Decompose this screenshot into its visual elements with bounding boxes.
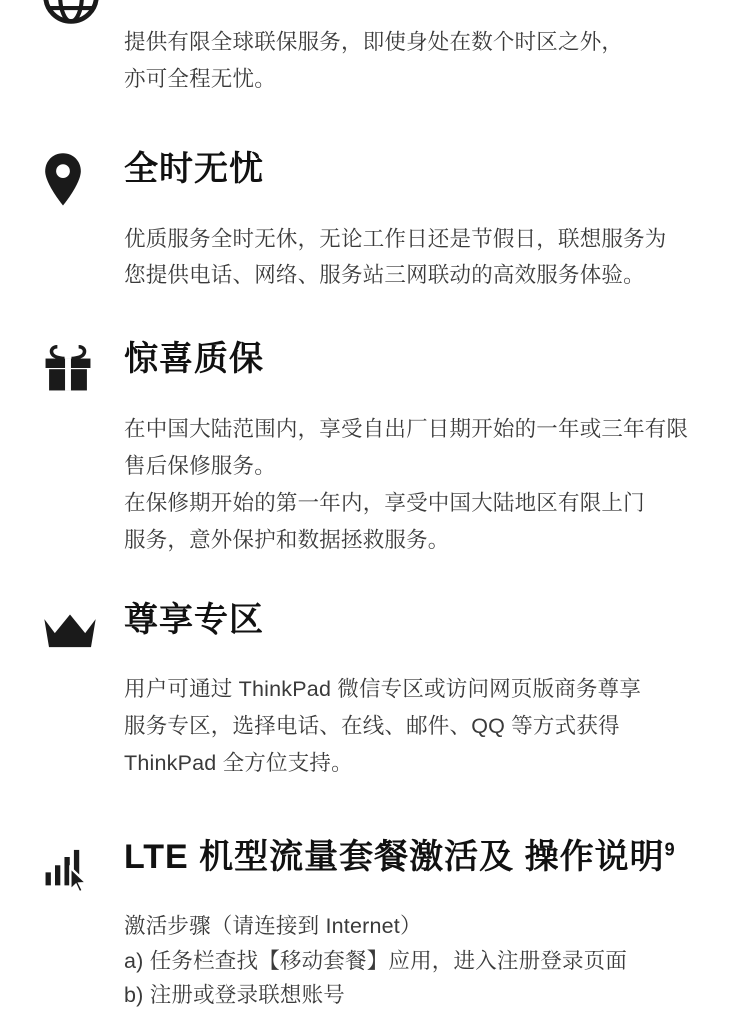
section-body [124, 221, 710, 295]
body-line: 服务，意外保护和数据拯救服务。 [124, 527, 450, 552]
footnote-marker: 9 [664, 839, 676, 860]
section-title-line: 操作说明 [524, 838, 665, 877]
body-line: 服务专区，选择电话、在线、邮件、QQ 等方式获得 [124, 714, 620, 739]
body-line: 您提供电话、网络、服务站三网联动的高效服务体验。 [124, 263, 645, 288]
crown-icon [42, 607, 110, 657]
section-surprise-warranty [0, 338, 750, 558]
section-premium-zone [0, 599, 750, 782]
section-title: 惊喜质保 [124, 340, 264, 379]
body-line: 提供有限全球联保服务，即使身处在数个时区之外， [124, 30, 624, 54]
section-title-line: LTE 机型流量套餐激活及 [124, 838, 515, 877]
body-line: 亦可全程无忧。 [124, 66, 276, 91]
section-title: 尊享专区 [124, 600, 264, 639]
section-title: 全时无忧 [124, 150, 264, 188]
body-line: 用户可通过 ThinkPad 微信专区或访问网页版商务尊享 [124, 677, 642, 702]
section-body [124, 671, 710, 782]
section-body [124, 909, 710, 1013]
body-line: 优质服务全时无休，无论工作日还是节假日，联想服务为 [124, 226, 667, 251]
section-all-time-service [0, 148, 750, 294]
section-lte-data-plan [0, 836, 750, 1013]
section-body [124, 0, 710, 98]
body-line: 售后保修服务。 [124, 453, 276, 478]
globe-icon [42, 0, 110, 26]
signal-cursor-icon [42, 842, 110, 898]
section-title [124, 836, 710, 879]
body-line: b) 注册或登录联想账号 [124, 983, 345, 1008]
section-body [124, 411, 710, 559]
gift-icon [42, 340, 110, 396]
body-line: ThinkPad 全方位支持。 [124, 751, 353, 776]
location-pin-icon [42, 152, 110, 208]
body-line: 在保修期开始的第一年内，享受中国大陆地区有限上门 [124, 490, 645, 515]
body-line: 在中国大陆范围内，享受自出厂日期开始的一年或三年有限 [124, 416, 689, 441]
body-line: a) 任务栏查找【移动套餐】应用，进入注册登录页面 [124, 948, 628, 973]
section-global-warranty [0, 0, 750, 112]
body-line: 激活步骤（请连接到 Internet） [124, 913, 422, 938]
